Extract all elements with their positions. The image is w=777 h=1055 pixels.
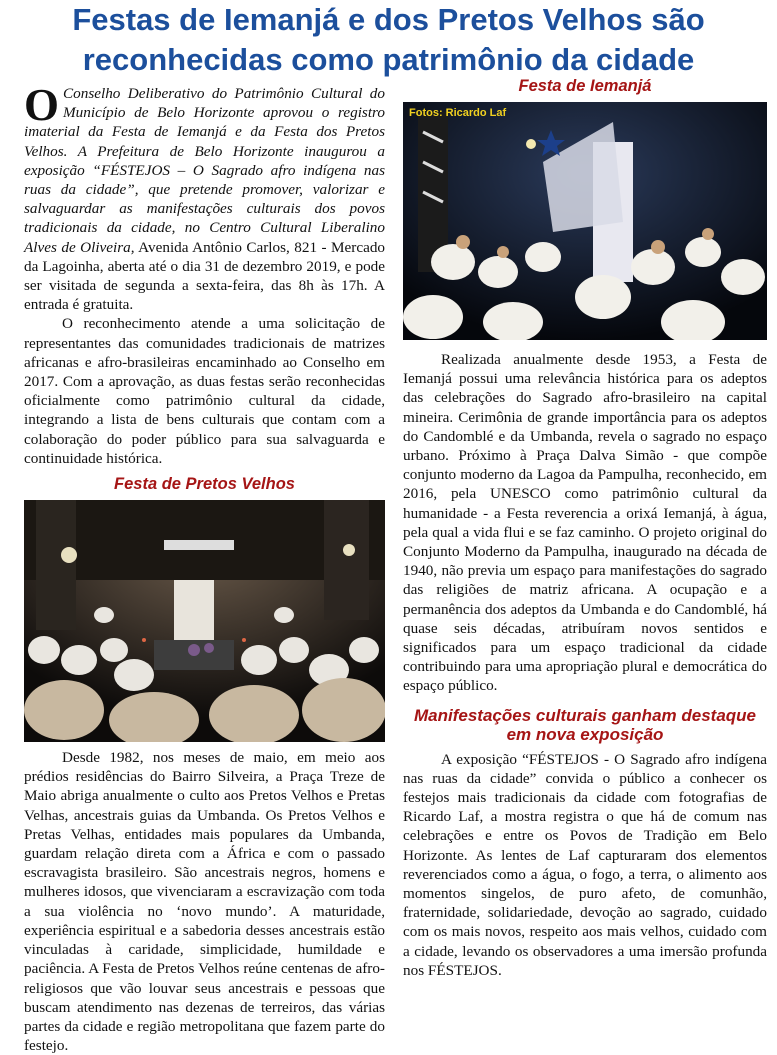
subhead-manifestacoes: Manifestações culturais ganham destaque em nova exposição (414, 705, 756, 744)
intro-regular-text: Avenida Antônio Carlos, 821 - Mercado da Lagoinha, aberta até o dia 31 de dezembro 2019, e pode ser visitada de segunda a sexta-feira, das 8h às 17h. A entrada é gratuita. (24, 238, 386, 314)
crowd-photo-illustration (24, 500, 385, 742)
photo-credit: Fotos: Ricardo Laf (409, 107, 507, 119)
drop-cap: O (24, 80, 60, 130)
paragraph-iemanja: Realizada anualmente desde 1953, a Festa de Iemanjá possui uma relevância histórica para os adeptos das celebrações do Sagrado afro-brasileiro na capital mineira. Cerimônia de grande importância para os adeptos do Candomblé e da Umbanda, revela o sagrado no espaço urbano. Próximo à Praça Dalva Simão - que compõe conjunto moderno da Lagoa da Pampulha, reconhecido, em 2016, pela UNESCO como patrimônio cultural da humanidade - a Festa reverencia a orixá Iemanjá, à água, pela qual a vida flui e se faz caminho. O projeto original do Conjunto Moderno da Pampulha, inaugurado na década de 1940, não previa um espaço para manifestações do sagrado das religiões de matriz africana. A ocupação e a permanência dos adeptos da Umbanda e do Candomblé, há quase seis décadas, atribuíram novos sentidos e significados para um espaço tradicional da cidade contribuindo para uma apropriação plural e democrática do espaço público. (403, 351, 767, 695)
headline: Festas de Iemanjá e dos Pretos Velhos são reconhecidas como patrimônio da cidade (72, 2, 705, 77)
photo-pretos-velhos (24, 500, 385, 742)
left-column (24, 80, 386, 1055)
paragraph-exposicao: A exposição “FÉSTEJOS - O Sagrado afro indígena nas ruas da cidade” convida o público a conhecer os festejos mais tradicionais da cidade com fotografias de Ricardo Laf, a mostra registra o que há de comum nas celebrações e entre os Povos de Tradição em Belo Horizonte. As lentes de Laf capturaram dos elementos reverenciados como a água, o fogo, a terra, o alimento aos momentos singelos, de puro afeto, de comunhão, fraternidade, solidariedade, devoção ao sagrado, cuidado com os mais novos, respeito aos mais velhos, cuidado com a cidade, levando os observadores a uma imersão profunda nos FÉSTEJOS. (403, 750, 767, 979)
paragraph-reconhecimento: O reconhecimento atende a uma solicitação de representantes das comunidades tradicionais de matrizes africanas e afro-brasileiras encaminhado ao Conselho em 2017. Com a aprovação, as duas festas serão reconhecidas oficialmente como patrimônio cultural da cidade, integrando a lista de bens culturais que contam com a colaboração do poder público para sua salvaguarda e continuidade histórica. (24, 315, 385, 467)
subhead-pretos-velhos: Festa de Pretos Velhos (114, 475, 295, 494)
paragraph-pretos-velhos: Desde 1982, nos meses de maio, em meio aos prédios residências do Bairro Silveira, a Praça Treze de Maio abriga anualmente o culto aos Pretos Velhos e Pretas Velhas, ancestrais guias da Umbanda. Os Pretos Velhos e Pretas Velhas, entidades mais populares da Umbanda, guardam relação direta com a África e com o passado escravagista brasileiro. São ancestrais negros, homens e mulheres idosos, que vivenciaram a escravização com toda a sua violência no ‘novo mundo’. A maturidade, experiência espiritual e a sabedoria desses ancestrais estão vinculadas à caridade, simplicidade, humildade e paciência. A Festa de Pretos Velhos reúne centenas de afro-religiosos que vão louvar seus ancestrais e pessoas que buscam atendimento nas dezenas de terreiros, das várias partes da cidade e região metropolitana que fazem parte do festejo. (24, 749, 385, 1055)
subhead-iemanja: Festa de Iemanjá (518, 77, 652, 95)
night-festival-photo-illustration (403, 102, 767, 340)
intro-italic-text: Conselho Deliberativo do Patrimônio Cultural do Município de Belo Horizonte aprovou o registro imaterial da Festa de Iemanjá e da Festa dos Pretos Velhos. A Prefeitura de Belo Horizonte inaugurou a exposição “FÉSTEJOS – O Sagrado afro indígena nas ruas da cidade”, que pretende promover, valorizar e salvaguardar as manifestações culturais dos povos tradicionais da cidade, no Centro Cultural Liberalino Alves de Oliveira, (24, 85, 385, 256)
photo-iemanja (403, 102, 767, 340)
right-column (403, 0, 767, 980)
intro-paragraph (24, 80, 386, 314)
